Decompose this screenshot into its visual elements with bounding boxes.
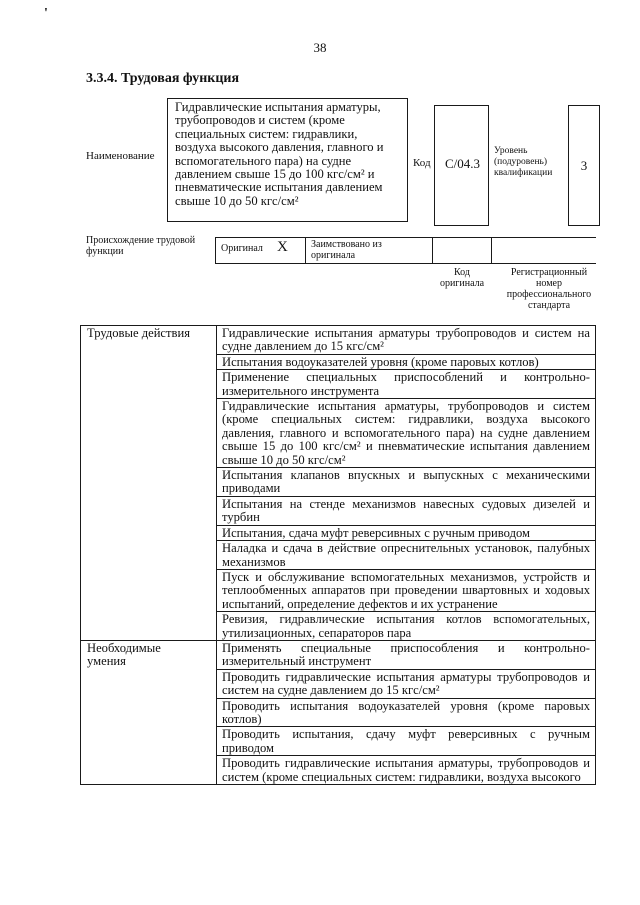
list-item-line: Испытания, сдача муфт реверсивных с ручным приводом [222, 525, 531, 540]
list-item-line: Испытания водоуказателей уровня (кроме паровых котлов) [222, 354, 539, 369]
code-caption-line: Код [454, 267, 470, 278]
borrowed-label-line: оригинала [311, 250, 356, 261]
level-label-line: Уровень [494, 146, 528, 156]
borrowed-label [311, 239, 382, 261]
list-item [217, 640, 596, 669]
section-label-line: Необходимые [87, 640, 161, 655]
list-item-line: свыше 15 до 100 кгс/см² и пневматические испытания давлением [222, 439, 590, 454]
list-item [217, 669, 596, 698]
origin-div-1 [215, 237, 216, 264]
reg-caption-line: стандарта [527, 300, 571, 311]
section-label [81, 640, 217, 784]
list-item-line: теплообменных аппаратов при проведении швартовных и ходовых [222, 583, 590, 598]
registration-number-caption [494, 267, 604, 311]
list-item-line: Наладка и сдача в действие опреснительных установок, палубных [222, 541, 590, 556]
function-details-table [80, 325, 596, 785]
original-code-caption [432, 267, 492, 289]
function-name-line: свыше 10 до 50 кгс/см² [175, 193, 299, 208]
list-item [217, 756, 596, 785]
list-item [217, 569, 596, 611]
origin-div-4 [491, 237, 492, 264]
origin-div-3 [432, 237, 433, 264]
list-item [217, 370, 596, 399]
list-item-line: утилизационных, сепараторов пара [222, 625, 412, 640]
section-title: 3.3.4. Трудовая функция [86, 71, 240, 86]
origin-row-top [215, 237, 596, 238]
name-label: Наименование [86, 150, 155, 162]
list-item-line: Испытания на стенде механизмов навесных судовых дизелей и [222, 496, 590, 511]
level-label-line: (подуровень) [494, 157, 548, 167]
list-item-line: Пуск и обслуживание вспомогательных механизмов, устройств и [222, 569, 590, 584]
list-item-line: приводами [222, 481, 281, 496]
list-item [217, 496, 596, 525]
list-item-line: испытаний, определение дефектов и их устранение [222, 596, 498, 611]
origin-label-line: функции [86, 246, 124, 257]
list-item-line: (кроме специальных систем: гидравлики, воздуха высокого [222, 412, 590, 427]
table-row [81, 640, 596, 669]
function-name-line: давлением свыше 15 до 100 кгс/см² и [175, 167, 375, 182]
code-caption-line: оригинала [439, 278, 485, 289]
list-item-line: Проводить гидравлические испытания арматуры, трубопроводов и [222, 756, 590, 771]
reg-caption-line: профессионального [506, 289, 592, 300]
list-item [217, 612, 596, 641]
function-name-line: Гидравлические испытания арматуры, [175, 100, 381, 114]
original-mark: X [277, 239, 288, 255]
list-item-line: Ревизия, гидравлические испытания котлов вспомогательных, [222, 612, 590, 627]
list-item-line: механизмов [222, 554, 286, 569]
list-item-line: Применение специальных приспособлений и контрольно- [222, 370, 590, 385]
origin-label [86, 235, 195, 257]
list-item-line: Испытания клапанов впускных и выпускных с механическими [222, 468, 590, 483]
function-name-line: вспомогательного пара) на судне [175, 153, 352, 168]
list-item-line: измерительного инструмента [222, 383, 380, 398]
reg-caption-line: номер [536, 278, 562, 289]
function-name-line: пневматические испытания давлением [175, 180, 383, 195]
function-name-box [167, 98, 408, 222]
level-label [494, 146, 552, 179]
section-label-line: умения [87, 654, 126, 669]
list-item-line: котлов) [222, 711, 262, 726]
function-name-line: специальных систем: гидравлики, [175, 126, 358, 141]
list-item-line: свыше 10 до 50 кгс/см² [222, 452, 346, 467]
list-item-line: систем (кроме специальных систем: гидравлики, воздуха высокого [222, 769, 581, 784]
borrowed-label-line: Заимствовано из [311, 239, 382, 250]
origin-div-2 [305, 237, 306, 264]
section-label [81, 326, 217, 641]
section-label-line: Трудовые действия [87, 326, 191, 340]
list-item-line: турбин [222, 510, 260, 525]
function-name-line: воздуха высокого давления, главного и [175, 140, 384, 155]
page-number: 38 [313, 40, 327, 55]
scan-mark: ' [44, 6, 48, 21]
table-row [81, 326, 596, 355]
list-item [217, 468, 596, 497]
origin-row-bottom [215, 263, 596, 264]
list-item-line: Применять специальные приспособления и контрольно- [222, 640, 590, 655]
list-item [217, 698, 596, 727]
code-box [434, 105, 489, 226]
code-value: С/04.3 [444, 156, 481, 171]
list-item [217, 541, 596, 570]
original-label: Оригинал [221, 243, 263, 254]
level-value: 3 [580, 158, 588, 173]
list-item [217, 727, 596, 756]
list-item-line: судне давлением до 15 кгс/см² [222, 339, 384, 354]
list-item-line: измерительный инструмент [222, 654, 372, 669]
list-item-line: Гидравлические испытания арматуры, трубопроводов и систем [222, 399, 590, 414]
list-item [217, 354, 596, 369]
level-box [568, 105, 600, 226]
list-item-line: Проводить испытания, сдачу муфт реверсивных с ручным [222, 727, 590, 742]
list-item-line: Проводить гидравлические испытания арматуры трубопроводов и [222, 669, 590, 684]
list-item-line: давления, главного и вспомогательного пара) на судне давлением [222, 425, 590, 440]
list-item-line: Гидравлические испытания арматуры трубопроводов и систем на [222, 326, 590, 340]
function-name [175, 101, 407, 208]
list-item-line: Проводить испытания водоуказателей уровня (кроме паровых [222, 698, 590, 713]
list-item [217, 399, 596, 468]
function-name-line: трубопроводов и систем (кроме [175, 113, 345, 128]
code-label: Код [413, 157, 431, 169]
reg-caption-line: Регистрационный [510, 267, 588, 278]
list-item-line: приводом [222, 740, 275, 755]
list-item [217, 525, 596, 540]
origin-label-line: Происхождение трудовой [86, 235, 196, 246]
list-item [217, 326, 596, 355]
list-item-line: систем на судне давлением до 15 кгс/см² [222, 683, 440, 698]
level-label-line: квалификации [494, 168, 553, 178]
